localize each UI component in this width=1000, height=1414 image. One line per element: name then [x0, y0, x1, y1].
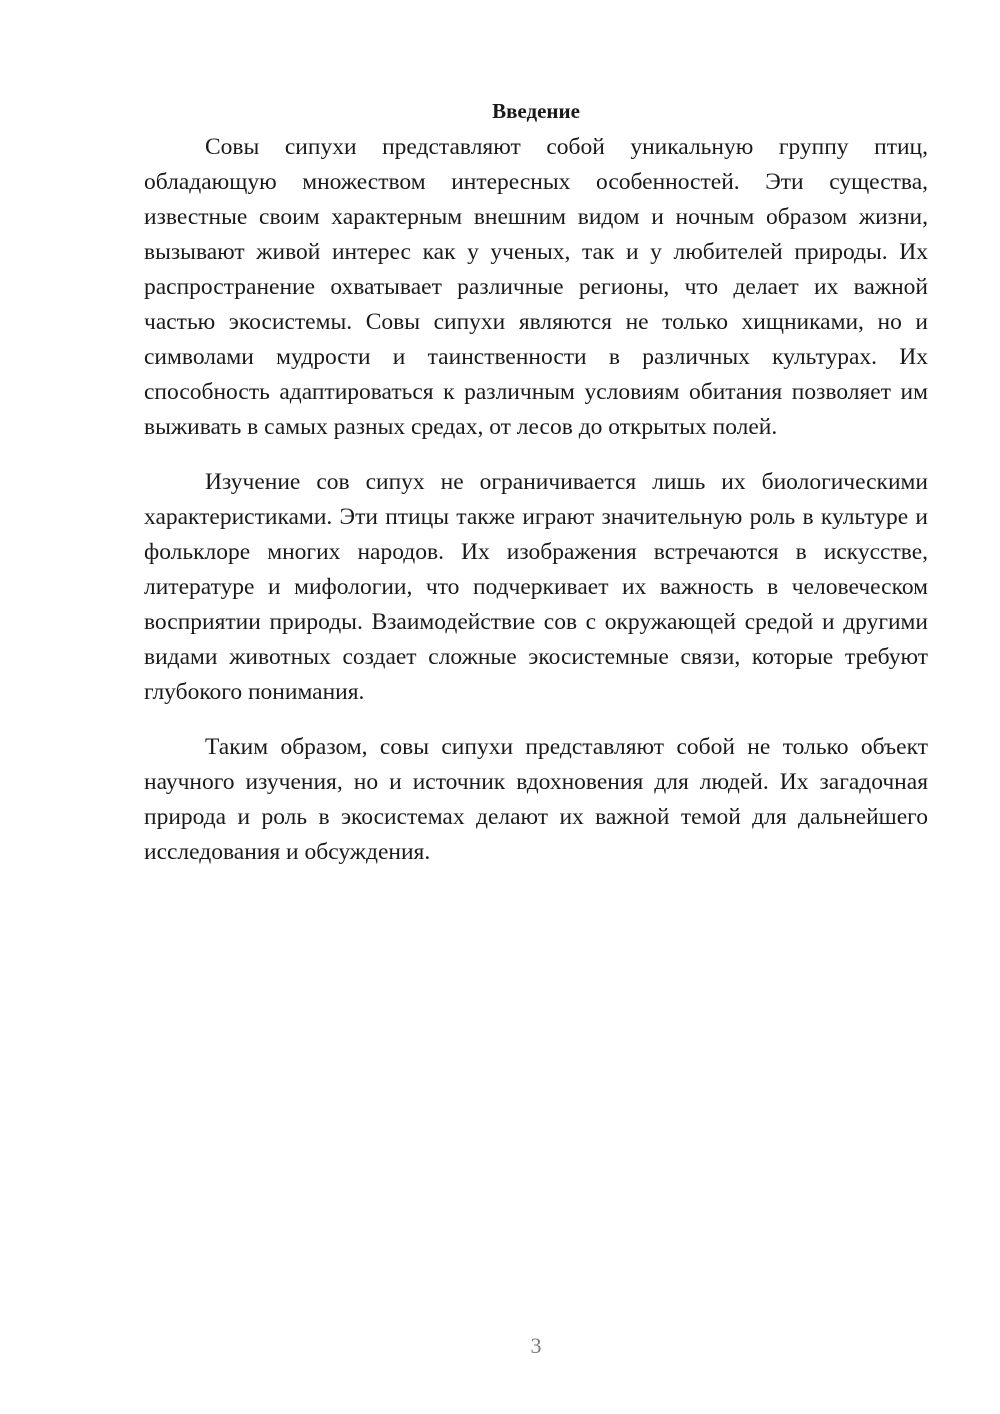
page-number: 3	[530, 1333, 542, 1358]
paragraph-3: Таким образом, совы сипухи представляют собой не только объект научного изучения, но и источник вдохновения для людей. Их загадочная природа и роль в экосистемах делают их важной темой для дальнейшего исследования и обсуждения.	[144, 734, 928, 865]
page-content	[144, 96, 928, 870]
section-heading: Введение	[492, 99, 580, 123]
paragraph-2: Изучение сов сипух не ограничивается лишь их биологическими характеристиками. Эти птицы также играют значительную роль в культуре и фольклоре многих народов. Их изображения встречаются в искусстве, литературе и мифологии, что подчеркивает их важность в человеческом восприятии природы. Взаимодействие сов с окружающей средой и другими видами животных создает сложные экосистемные связи, которые требуют глубокого понимания.	[144, 469, 928, 705]
paragraph-1: Совы сипухи представляют собой уникальную группу птиц, обладающую множеством интересных особенностей. Эти существа, известные своим характерным внешним видом и ночным образом жизни, вызывают живой интерес как у ученых, так и у любителей природы. Их распространение охватывает различные регионы, что делает их важной частью экосистемы. Совы сипухи являются не только хищниками, но и символами мудрости и таинственности в различных культурах. Их способность адаптироваться к различным условиям обитания позволяет им выживать в самых разных средах, от лесов до открытых полей.	[144, 134, 928, 440]
